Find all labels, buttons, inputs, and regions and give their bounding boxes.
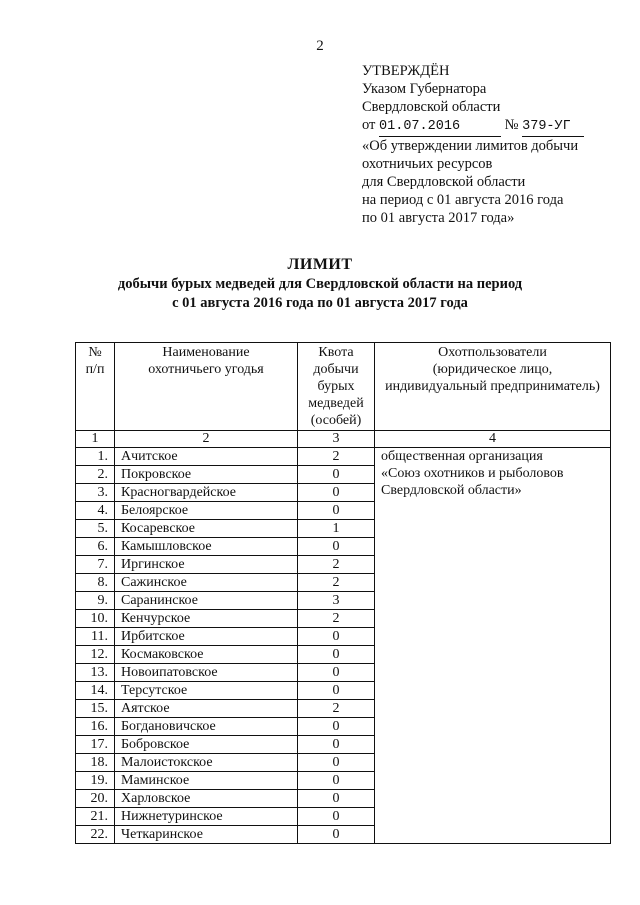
bear-quota: 0 [298,772,375,790]
approval-subject-5: по 01 августа 2017 года» [362,210,515,226]
table-row [76,448,611,466]
hunting-ground-name: Сажинское [115,574,298,592]
approval-authority: Указом Губернатора [362,81,487,97]
row-number: 12. [76,646,115,664]
bear-quota: 2 [298,574,375,592]
hunting-ground-name: Иргинское [115,556,298,574]
header-users [375,343,611,431]
bear-quota: 0 [298,808,375,826]
row-number: 13. [76,664,115,682]
hunting-ground-name: Харловское [115,790,298,808]
row-number: 8. [76,574,115,592]
bear-quota: 0 [298,538,375,556]
bear-quota: 0 [298,664,375,682]
document-subtitle-2: с 01 августа 2016 года по 01 августа 2017 года [172,295,468,311]
hunting-ground-name: Богдановичское [115,718,298,736]
row-number: 9. [76,592,115,610]
hunting-ground-name: Аятское [115,700,298,718]
bear-quota: 1 [298,520,375,538]
approval-date: 01.07.2016 [379,119,461,134]
bear-quota: 0 [298,754,375,772]
row-number: 11. [76,628,115,646]
row-number: 3. [76,484,115,502]
hunting-ground-name: Маминское [115,772,298,790]
limits-table [75,342,611,844]
bear-quota: 0 [298,628,375,646]
bear-quota: 0 [298,790,375,808]
approval-number: 379-УГ [522,119,571,134]
row-number: 15. [76,700,115,718]
hunting-ground-name: Косаревское [115,520,298,538]
hunting-ground-name: Новоипатовское [115,664,298,682]
row-number: 1. [76,448,115,466]
approval-date-number-line [362,116,632,137]
row-number: 2. [76,466,115,484]
bear-quota: 2 [298,556,375,574]
header-num-line: № [88,345,102,360]
bear-quota: 2 [298,448,375,466]
hunting-ground-name: Нижнетуринское [115,808,298,826]
hunting-ground-name: Ачитское [115,448,298,466]
header-quota-line: добычи [313,362,359,377]
header-quota-line: медведей [308,396,364,411]
bear-quota: 0 [298,646,375,664]
column-number: 3 [298,431,375,448]
header-quota-line: бурых [317,379,355,394]
column-number: 2 [115,431,298,448]
header-quota [298,343,375,431]
hunting-ground-name: Кенчурское [115,610,298,628]
number-label: № [504,117,519,133]
header-name [115,343,298,431]
date-field [379,116,501,137]
row-number: 5. [76,520,115,538]
hunting-users-line: общественная организация [381,449,543,464]
hunting-users-line: «Союз охотников и рыболовов [381,466,564,481]
column-number: 4 [375,431,611,448]
row-number: 18. [76,754,115,772]
from-label: от [362,117,376,133]
row-number: 19. [76,772,115,790]
column-number: 1 [76,431,115,448]
hunting-users-cell [375,448,611,844]
table-header-row [76,343,611,431]
hunting-ground-name: Красногвардейское [115,484,298,502]
row-number: 4. [76,502,115,520]
approval-subject-1: «Об утверждении лимитов добычи [362,138,579,154]
row-number: 21. [76,808,115,826]
row-number: 22. [76,826,115,844]
header-num [76,343,115,431]
bear-quota: 0 [298,484,375,502]
approval-subject-4: на период с 01 августа 2016 года [362,192,564,208]
document-heading [0,255,640,313]
bear-quota: 0 [298,466,375,484]
header-name-line: охотничьего угодья [148,362,264,377]
approval-region: Свердловской области [362,99,501,115]
header-num-line: п/п [85,362,105,377]
bear-quota: 0 [298,502,375,520]
document-title: ЛИМИТ [287,256,353,273]
header-quota-line: Квота [318,345,354,360]
row-number: 17. [76,736,115,754]
approval-subject-3: для Свердловской области [362,174,526,190]
approval-stamp [362,62,632,227]
row-number: 10. [76,610,115,628]
column-number-row [76,431,611,448]
approval-subject-2: охотничьих ресурсов [362,156,493,172]
approval-title: УТВЕРЖДЁН [362,63,450,79]
hunting-ground-name: Терсутское [115,682,298,700]
bear-quota: 0 [298,718,375,736]
header-name-line: Наименование [162,345,250,360]
hunting-ground-name: Бобровское [115,736,298,754]
header-users-line: Охотпользователи [438,345,547,360]
hunting-ground-name: Покровское [115,466,298,484]
bear-quota: 3 [298,592,375,610]
bear-quota: 0 [298,682,375,700]
document-subtitle-1: добычи бурых медведей для Свердловской области на период [117,276,523,292]
header-users-line: (юридическое лицо, [432,362,553,377]
bear-quota: 0 [298,736,375,754]
hunting-ground-name: Малоистокское [115,754,298,772]
hunting-ground-name: Камышловское [115,538,298,556]
row-number: 14. [76,682,115,700]
hunting-ground-name: Саранинское [115,592,298,610]
hunting-ground-name: Космаковское [115,646,298,664]
hunting-ground-name: Белоярское [115,502,298,520]
row-number: 6. [76,538,115,556]
header-users-line: индивидуальный предприниматель) [385,379,600,394]
number-field [522,116,584,137]
row-number: 20. [76,790,115,808]
row-number: 16. [76,718,115,736]
hunting-users-line: Свердловской области» [381,483,522,498]
bear-quota: 2 [298,610,375,628]
hunting-ground-name: Четкаринское [115,826,298,844]
header-quota-line: (особей) [310,413,362,428]
row-number: 7. [76,556,115,574]
bear-quota: 2 [298,700,375,718]
hunting-ground-name: Ирбитское [115,628,298,646]
bear-quota: 0 [298,826,375,844]
page-number: 2 [316,38,324,54]
